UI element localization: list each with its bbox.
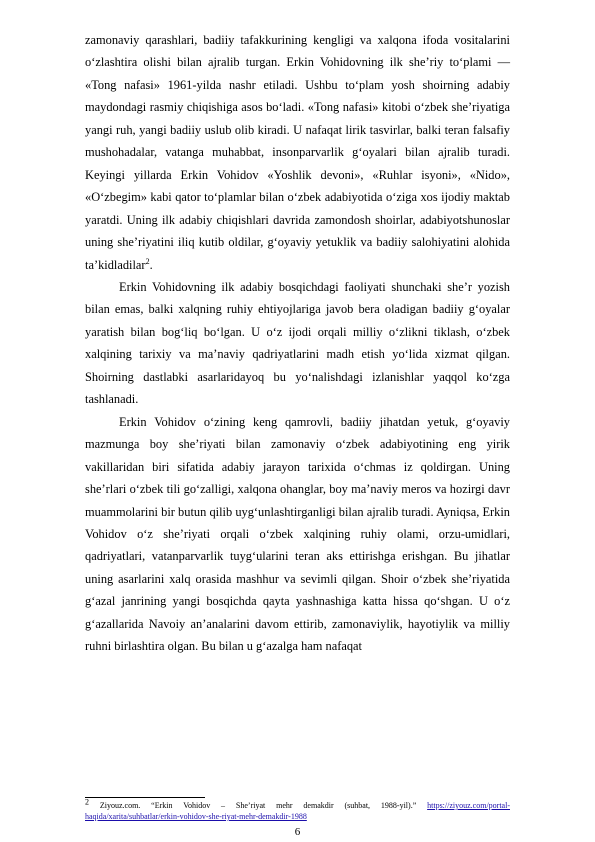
page-number: 6 — [294, 826, 301, 838]
paragraph-1-text: zamonaviy qarashlari, badiiy tafakkurining kengligi va xalqona ifoda vositalarini o‘zlashtira olishi bilan ajralib turgan. Erkin Vohidovning ilk she’riy to‘plami — «Tong nafasi» 1961-yilda nashr etiladi. Ushbu to‘plam yosh shoirning adabiy maydondagi rasmiy chiqishiga asos bo‘ladi. «Tong nafasi» kitobi o‘zbek she’riyatiga yangi ruh, yangi badiiy uslub olib kiradi. U nafaqat lirik tasvirlar, balki teran falsafiy mushohadalar, vatanga muhabbat, insonparvarlik g‘oyalari bilan ajralib turadi. Keyingi yillarda Erkin Vohidov «Yoshlik devoni», «Ruhlar isyoni», «Nido», «O‘zbegim» kabi qator to‘plamlar bilan o‘zbek adabiyotida o‘ziga xos ijodiy maktab yaratdi. Uning ilk adabiy chiqishlari davrida zamondosh shoirlar, adabiyotshunoslar uning she’riyatini iliq kutib oldilar, g‘oyaviy yetuklik va badiiy salohiyatini alohida ta’kidladilar — [85, 33, 510, 272]
footnote-text: Ziyouz.com. “Erkin Vohidov – She’riyat mehr demakdir (suhbat, 1988-yil).” — [89, 801, 428, 810]
paragraph-2: Erkin Vohidovning ilk adabiy bosqichdagi faoliyati shunchaki she’r yozish bilan emas, balki xalqning ruhiy ehtiyojlariga javob bera oladigan badiiy g‘oyalar yaratish bilan bog‘liq bo‘lgan. U o‘z ijodi orqali milliy o‘zlikni tiklash, o‘zbek xalqining tarixiy va ma’naviy qadriyatlarini madh etish yo‘lida xizmat qilgan. Shoirning dastlabki asarlaridayoq bu yo‘nalishdagi izlanishlar yaqqol ko‘zga tashlanadi. — [85, 279, 510, 407]
footnote-reference[interactable]: 2 — [145, 256, 150, 266]
paragraph-3: Erkin Vohidov o‘zining keng qamrovli, badiiy jihatdan yetuk, g‘oyaviy mazmunga boy she’riyati bilan zamonaviy o‘zbek adabiyotining eng yirik vakillaridan biri sifatida adabiy jarayon tarixida o‘chmas iz qoldirgan. Uning she’rlari o‘zbek tili go‘zalligi, xalqona ohanglar, boy ma’naviy meros va hozirgi davr muammolarini bir butun qilib uyg‘unlashtirganligi bilan ajralib turadi. Ayniqsa, Erkin Vohidov o‘z she’riyati orqali o‘zbek xalqining ruhiy olami, orzu-umidlari, qadriyatlari, vatanparvarlik tuyg‘ularini teran aks ettirishga erishgan. Bu jihatlar uning asarlarini xalq orasida mashhur va sevimli qilgan. Shoir o‘zbek she’riyatida g‘azal janrining yangi bosqichda qayta yashnashiga katta hissa qo‘shgan. U o‘z g‘azallarida Navoiy an’analarini davom ettirib, zamonaviylik, hayotiylik va milliy ruhni birlashtira olgan. Bu bilan u g‘azalga ham nafaqat — [85, 414, 510, 654]
body-text — [85, 29, 510, 658]
footnote-link[interactable]: https://ziyouz.com/portal-haqida/xarita/suhbatlar/erkin-vohidov-she-riyat-mehr-demakdir-1988 — [85, 801, 510, 821]
footnote-number: 2 — [85, 797, 89, 807]
footnote-divider — [85, 797, 205, 798]
paragraph-1-end: . — [149, 257, 153, 272]
paragraph-1 — [85, 29, 510, 276]
footnote — [85, 797, 510, 822]
